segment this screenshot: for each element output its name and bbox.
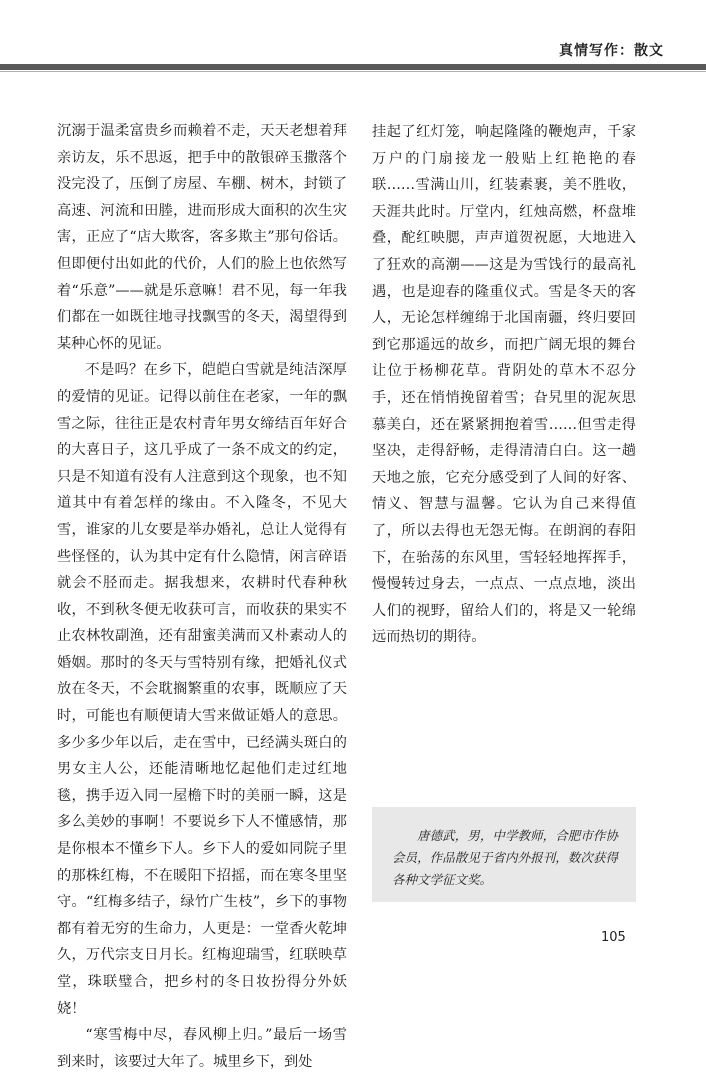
- paragraph: 沉溺于温柔富贵乡而赖着不走，天天老想着拜亲访友，乐不思返，把手中的散银碎玉撒落个没完没了，压倒了房屋、车棚、树木，封锁了高速、河流和田塍，进而形成大面积的次生灾害，正应了“店大欺客，客多欺主”那句俗话。但即便付出如此的代价，人们的脸上也依然写着“乐意”——就是乐意嘛！君不见，每一年我们都在一如既往地寻找飘雪的冬天，渴望得到某种心怀的见证。: [57, 123, 347, 352]
- author-bio-text: 唐德武，男，中学教师，合肥市作协会员，作品散见于省内外报刊，数次获得各种文学征文奖。: [392, 828, 618, 887]
- page-header: [0, 0, 706, 76]
- right-column: [372, 119, 636, 651]
- paragraph: “寒雪梅中尽，春风柳上归。”最后一场雪到来时，该要过大年了。城里乡下，到处: [57, 1027, 347, 1070]
- section-label: 真情写作：散文: [559, 43, 664, 59]
- paragraph: 挂起了红灯笼，响起隆隆的鞭炮声，千家万户的门扇接龙一般贴上红艳艳的春联……雪满山川，红装素裹，美不胜收，天涯共此时。厅堂内，红烛高燃，杯盘堆叠，酡红映腮，声声道贺祝愿，大地进入了狂欢的高潮——这是为雪饯行的最高礼遇，也是迎春的隆重仪式。雪是冬天的客人，无论怎样缠绵于北国南疆，终归要回到它那遥远的故乡，而把广阔无垠的舞台让位于杨柳花草。背阴处的草木不忍分手，还在悄悄挽留着雪；旮旯里的泥灰思慕美白，还在紧紧拥抱着雪……但雪走得坚决，走得舒畅，走得清清白白。这一趟天地之旅，它充分感受到了人间的好客、情义、智慧与温馨。它认为自己来得值了，所以去得也无怨无悔。在朗润的春阳下，在骀荡的东风里，雪轻轻地挥挥手，慢慢转过身去，一点点、一点点地，淡出人们的视野，留给人们的，将是又一轮绵远而热切的期待。: [372, 124, 636, 646]
- page-number: 105: [601, 930, 626, 945]
- author-bio-box: [372, 807, 636, 902]
- header-rule-thin: [0, 71, 706, 72]
- header-rule: [0, 64, 706, 70]
- paragraph: 不是吗？在乡下，皑皑白雪就是纯洁深厚的爱情的见证。记得以前住在老家，一年的飘雪之际，往往正是农村青年男女缔结百年好合的大喜日子，这几乎成了一条不成文的约定，只是不知道有没有人注意到这个现象，也不知道其中有着怎样的缘由。不入隆冬，不见大雪，谁家的儿女要是举办婚礼，总让人觉得有些怪怪的，认为其中定有什么隐情，闲言碎语就会不胫而走。据我想来，农耕时代春种秋收，不到秋冬便无收获可言，而收获的果实不止农林牧副渔，还有甜蜜美满而又朴素动人的婚姻。那时的冬天与雪特别有缘，把婚礼仪式放在冬天，不会耽搁繁重的农事，既顺应了天时，可能也有顺便请大雪来做证婚人的意思。多少多少年以后，走在雪中，已经满头斑白的男女主人公，还能清晰地忆起他们走过红地毯，携手迈入同一屋檐下时的美丽一瞬，这是多么美妙的事啊！不要说乡下人不懂感情，那是你根本不懂乡下人。乡下人的爱如同院子里的那株红梅，不在暖阳下招摇，而在寒冬里坚守。“红梅多结子，绿竹广生枝”，乡下的事物都有着无穷的生命力，人更是：一堂香火乾坤久，万代宗支日月长。红梅迎瑞雪，红联映草堂，珠联璧合，把乡村的冬日妆扮得分外妖娆！: [57, 362, 347, 1017]
- left-column: [57, 118, 347, 1075]
